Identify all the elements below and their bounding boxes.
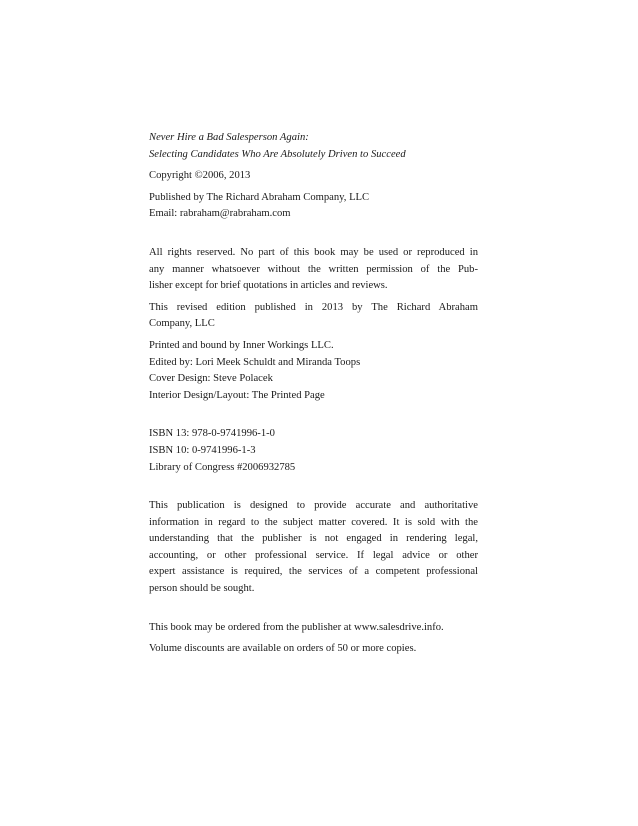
disclaimer-line-2: information in regard to the subject matter covered. It is sold with the [149,516,478,528]
ordering-info [149,620,478,637]
isbn-block [149,426,478,476]
revised-line-1: This revised edition published in 2013 by The Richard Abraham [149,301,478,313]
credits-interior: Interior Design/Layout: The Printed Page [149,389,325,401]
library-of-congress: Library of Congress #2006932785 [149,461,296,473]
disclaimer-line-3: understanding that the publisher is not engaged in rendering legal, [149,533,478,545]
rights-line-3: lisher except for brief quotations in articles and reviews. [149,280,388,292]
credits-edited: Edited by: Lori Meek Schuldt and Miranda Toops [149,356,361,368]
revised-line-2: Company, LLC [149,318,215,330]
rights-line-2: any manner whatsoever without the written permission of the Pub- [149,263,478,275]
publisher-info [149,190,478,223]
disclaimer-line-6: person should be sought. [149,583,255,595]
disclaimer-paragraph [149,498,478,598]
rights-line-1: All rights reserved. No part of this book may be used or reproduced in [149,246,478,258]
revised-edition-paragraph [149,300,478,333]
isbn-10: ISBN 10: 0-9741996-1-3 [149,444,256,456]
credits-block [149,338,478,404]
credits-cover: Cover Design: Steve Polacek [149,373,273,385]
copyright-page [149,130,478,658]
disclaimer-line-4: accounting, or other professional service. If legal advice or other [149,549,478,561]
copyright-notice [149,168,478,185]
disclaimer-line-1: This publication is designed to provide accurate and authoritative [149,500,478,512]
isbn-13: ISBN 13: 978-0-9741996-1-0 [149,428,275,440]
book-title-line-1: Never Hire a Bad Salesperson Again: [149,132,309,143]
copyright-line: Copyright ©2006, 2013 [149,170,251,182]
volume-discount-line: Volume discounts are available on orders of 50 or more copies. [149,643,417,655]
volume-discounts [149,641,478,658]
ordering-line: This book may be ordered from the publisher at www.salesdrive.info. [149,621,444,633]
credits-printed: Printed and bound by Inner Workings LLC. [149,339,334,351]
book-title-line-2: Selecting Candidates Who Are Absolutely Driven to Succeed [149,148,406,160]
publisher-line: Published by The Richard Abraham Company, LLC [149,191,370,203]
disclaimer-line-5: expert assistance is required, the services of a competent professional [149,566,478,578]
publisher-email: Email: rabraham@rabraham.com [149,208,291,220]
book-title [149,130,478,163]
rights-paragraph [149,245,478,295]
